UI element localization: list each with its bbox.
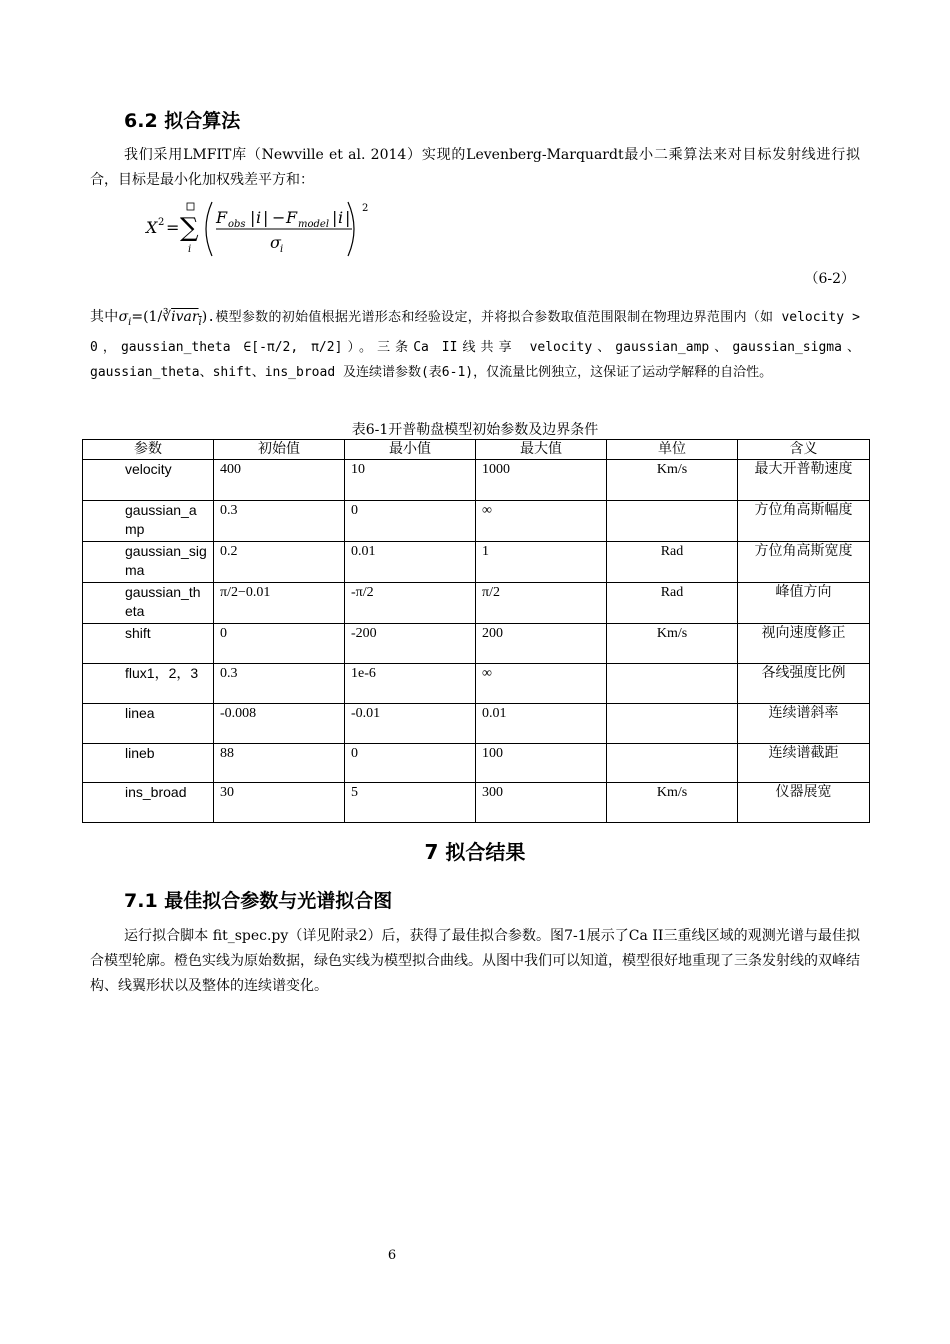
header-min: 最小值: [345, 440, 476, 460]
cell-max: π/2: [476, 583, 607, 624]
cell-meaning: 连续谱截距: [738, 744, 870, 783]
cell-min: 5: [345, 783, 476, 823]
cell-max: 100: [476, 744, 607, 783]
cell-unit: [607, 704, 738, 744]
sigma-symbol: σ: [118, 309, 129, 325]
paragraph-initial-values: [90, 305, 860, 385]
cell-unit: [607, 744, 738, 783]
svg-text:−: −: [272, 208, 286, 227]
cell-max: ∞: [476, 501, 607, 542]
cell-min: -π/2: [345, 583, 476, 624]
cell-param: shift: [83, 624, 214, 664]
cell-unit: [607, 501, 738, 542]
table-row: [83, 542, 870, 583]
cell-min: -0.01: [345, 704, 476, 744]
table-row: [83, 704, 870, 744]
header-unit: 单位: [607, 440, 738, 460]
table-row: [83, 460, 870, 501]
cell-init: 0.2: [214, 542, 345, 583]
cell-meaning: 连续谱斜率: [738, 704, 870, 744]
header-param: 参数: [83, 440, 214, 460]
page-number: 6: [387, 1248, 397, 1263]
svg-text:∑: ∑: [180, 213, 199, 243]
svg-text:|: |: [345, 208, 351, 227]
cell-meaning: 方位角高斯幅度: [738, 501, 870, 542]
cell-meaning: 仪器展宽: [738, 783, 870, 823]
cell-min: -200: [345, 624, 476, 664]
svg-text:F: F: [286, 208, 298, 227]
cell-meaning: 峰值方向: [738, 583, 870, 624]
cell-unit: [607, 664, 738, 704]
cell-unit: Km/s: [607, 460, 738, 501]
svg-text:=: =: [166, 218, 180, 237]
svg-text:i: i: [188, 244, 192, 255]
svg-text:|: |: [250, 208, 256, 227]
cell-init: -0.008: [214, 704, 345, 744]
table-row: [83, 744, 870, 783]
svg-text:2: 2: [362, 203, 369, 214]
cell-unit: Rad: [607, 542, 738, 583]
cell-meaning: 方位角高斯宽度: [738, 542, 870, 583]
header-max: 最大值: [476, 440, 607, 460]
svg-text:2: 2: [158, 217, 165, 228]
cell-max: 0.01: [476, 704, 607, 744]
svg-text:F: F: [216, 208, 228, 227]
svg-text:|: |: [263, 208, 269, 227]
cell-max: ∞: [476, 664, 607, 704]
cell-meaning: 视向速度修正: [738, 624, 870, 664]
cell-init: 0: [214, 624, 345, 664]
section-heading-6-2: 6.2 拟合算法: [124, 110, 241, 132]
chi-square-equation: [140, 196, 400, 266]
svg-text:i: i: [338, 208, 344, 227]
cell-init: 30: [214, 783, 345, 823]
svg-text:obs: obs: [228, 219, 246, 230]
cell-min: 0.01: [345, 542, 476, 583]
header-init: 初始值: [214, 440, 345, 460]
equation-number: （6-2）: [804, 271, 855, 287]
cell-param: gaussian_sigma: [83, 542, 214, 583]
cell-unit: Km/s: [607, 624, 738, 664]
cell-param: lineb: [83, 744, 214, 783]
paragraph-fitting-method: 我们采用LMFIT库（Newville et al. 2014）实现的Levenberg-Marquardt最小二乘算法来对目标发射线进行拟合，目标是最小化加权残差平方和：: [90, 147, 860, 188]
section-heading-7: 7 拟合结果: [424, 840, 526, 864]
svg-text:|: |: [332, 208, 338, 227]
svg-text:σ: σ: [270, 233, 281, 252]
para-rest: .模型参数的初始值根据光谱形态和经验设定，并将拟合参数取值范围限制在物理边界范围内（如 velocity > 0，gaussian_theta ∈[-π/2, π/2]）。三条Ca II线共享 velocity、gaussian_amp、gaussian_sigma、gaussian_theta、shift、ins_broad 及连续谱参数(表6-1)，仅流量比例独立，这保证了运动学解释的自洽性。: [90, 310, 861, 380]
cell-unit: Rad: [607, 583, 738, 624]
cell-min: 1e-6: [345, 664, 476, 704]
cell-param: gaussian_theta: [83, 583, 214, 624]
svg-text:i: i: [256, 208, 262, 227]
table-row: [83, 664, 870, 704]
cell-unit: Km/s: [607, 783, 738, 823]
table-row: [83, 624, 870, 664]
table-caption: 表6-1开普勒盘模型初始参数及边界条件: [351, 422, 599, 438]
section-heading-7-1: 7.1 最佳拟合参数与光谱拟合图: [124, 890, 393, 912]
cell-min: 0: [345, 744, 476, 783]
table-row: [83, 783, 870, 823]
cell-param: linea: [83, 704, 214, 744]
cell-init: π/2−0.01: [214, 583, 345, 624]
table-header-row: [83, 440, 870, 460]
cell-param: ins_broad: [83, 783, 214, 823]
svg-text:i: i: [280, 244, 284, 255]
cell-init: 0.3: [214, 501, 345, 542]
table-row: [83, 501, 870, 542]
cell-meaning: 各线强度比例: [738, 664, 870, 704]
cell-max: 300: [476, 783, 607, 823]
cell-max: 1: [476, 542, 607, 583]
para-prefix: 其中: [90, 309, 119, 325]
cell-param: gaussian_amp: [83, 501, 214, 542]
parameter-table: [82, 439, 870, 823]
cell-min: 10: [345, 460, 476, 501]
cell-max: 1000: [476, 460, 607, 501]
svg-text:model: model: [298, 219, 330, 230]
cell-meaning: 最大开普勒速度: [738, 460, 870, 501]
cell-init: 88: [214, 744, 345, 783]
sigma-expression: $\sigma_i=(1/∛ivar_i)$: [118, 309, 208, 328]
cell-param: velocity: [83, 460, 214, 501]
svg-text:X: X: [146, 218, 158, 237]
cell-max: 200: [476, 624, 607, 664]
table-row: [83, 583, 870, 624]
cell-min: 0: [345, 501, 476, 542]
cell-init: 400: [214, 460, 345, 501]
header-meaning: 含义: [738, 440, 870, 460]
paragraph-fit-results: 运行拟合脚本 fit_spec.py（详见附录2）后，获得了最佳拟合参数。图7-1展示了Ca II三重线区域的观测光谱与最佳拟合模型轮廓。橙色实线为原始数据，绿色实线为模型拟合曲线。从图中我们可以知道，模型很好地重现了三条发射线的双峰结构、线翼形状以及整体的连续谱变化。: [90, 928, 860, 994]
cell-param: flux1，2，3: [83, 664, 214, 704]
cell-init: 0.3: [214, 664, 345, 704]
